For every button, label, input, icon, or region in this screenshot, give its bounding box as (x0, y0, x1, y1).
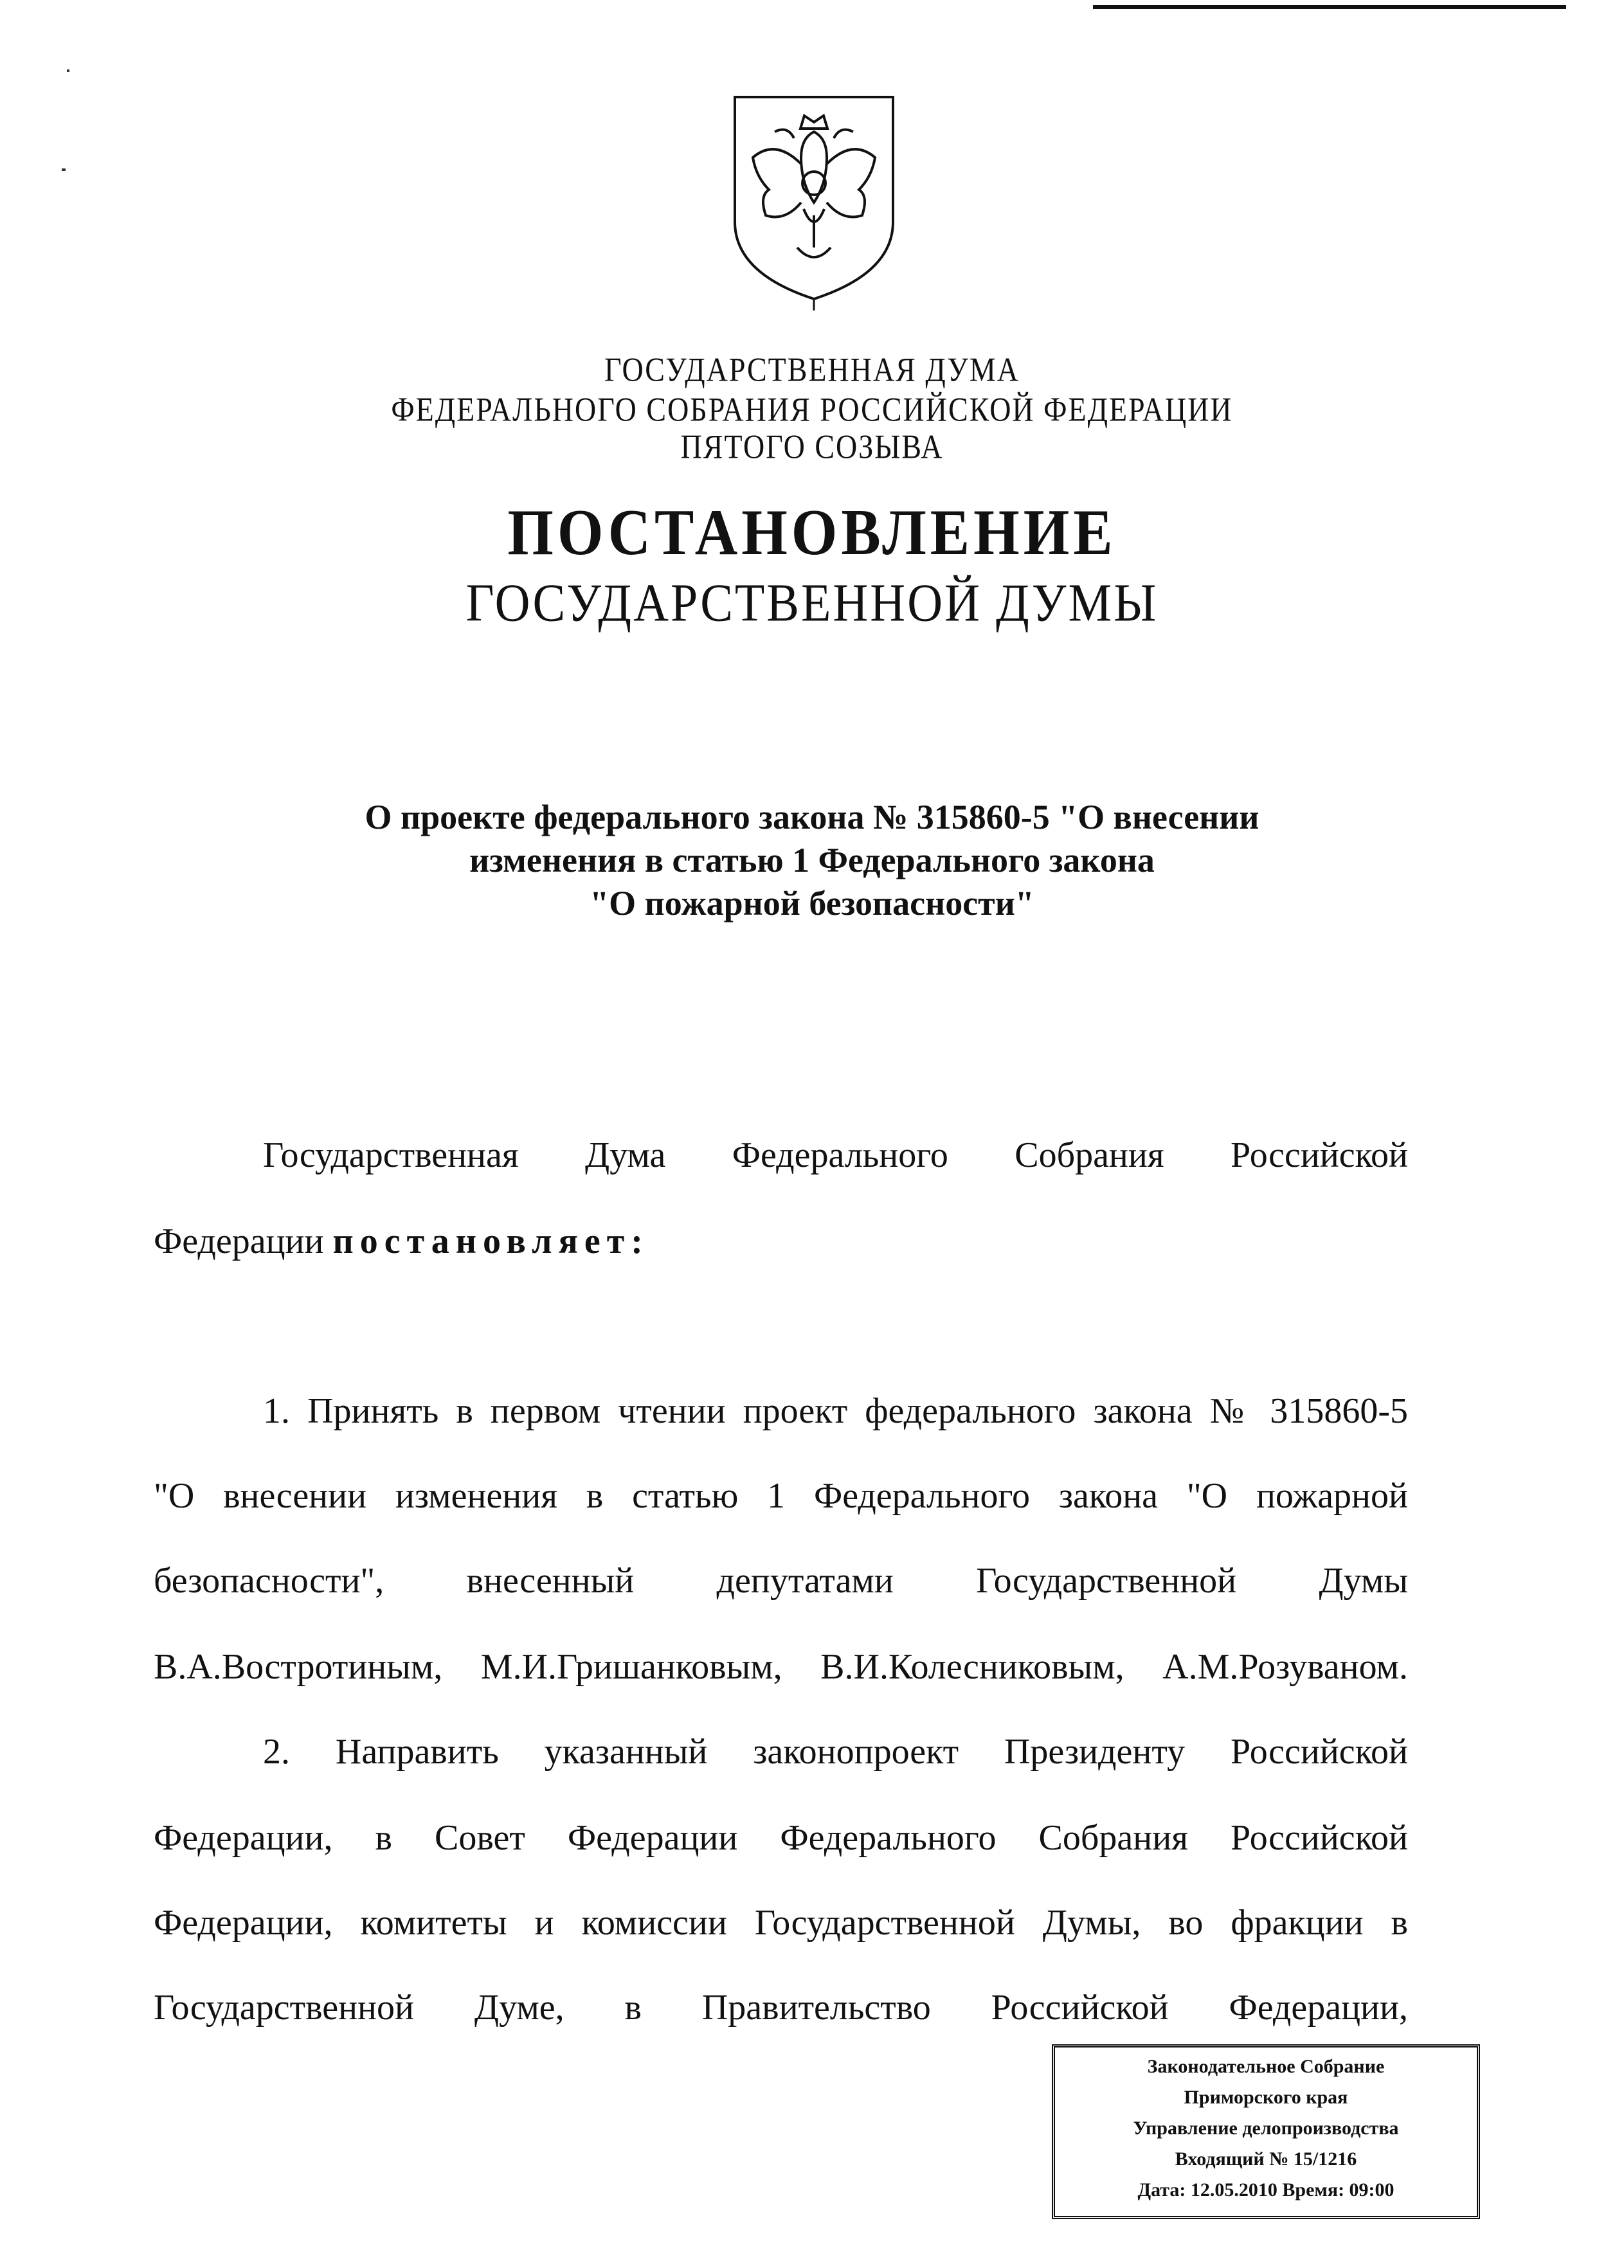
p1-line-2: "О внесении изменения в статью 1 Федерального закона "О пожарной (154, 1476, 1408, 1516)
preamble-verb: постановляет: (332, 1221, 649, 1261)
incoming-registration-stamp (1052, 2044, 1480, 2219)
preamble-line-1: Государственная Дума Федерального Собрания Российской (263, 1135, 1408, 1175)
title-line-3: "О пожарной безопасности" (590, 884, 1034, 923)
document-type: ПОСТАНОВЛЕНИЕ (507, 496, 1117, 569)
p2-line-1: 2. Направить указанный законопроект Президенту Российской (263, 1732, 1408, 1772)
stamp-region: Приморского края (1184, 2087, 1348, 2108)
p1-line-1: 1. Принять в первом чтении проект федерального закона № 315860-5 (263, 1391, 1408, 1431)
preamble-line-2 (154, 1221, 1408, 1262)
preamble-subject: Федерации (154, 1221, 324, 1261)
p1-line-3: безопасности", внесенный депутатами Государственной Думы (154, 1561, 1408, 1601)
header-line-3: ПЯТОГО СОЗЫВА (680, 428, 944, 465)
p1-line-4: В.А.Востротиным, М.И.Гришанковым, В.И.Колесниковым, А.М.Розуваном. (154, 1647, 1408, 1687)
p2-line-2: Федерации, в Совет Федерации Федерального Собрания Российской (154, 1818, 1408, 1858)
stamp-org: Законодательное Собрание (1147, 2056, 1385, 2077)
header-line-2: ФЕДЕРАЛЬНОГО СОБРАНИЯ РОССИЙСКОЙ ФЕДЕРАЦИИ (391, 390, 1233, 428)
top-rule (1093, 5, 1566, 9)
coat-of-arms-emblem (730, 93, 898, 312)
scan-speck (62, 168, 66, 171)
p2-line-4: Государственной Думе, в Правительство Российской Федерации, (154, 1988, 1408, 2028)
stamp-datetime: Дата: 12.05.2010 Время: 09:00 (1137, 2179, 1394, 2200)
title-line-2: изменения в статью 1 Федерального закона (469, 841, 1155, 879)
stamp-incoming-number: Входящий № 15/1216 (1175, 2148, 1357, 2170)
scan-speck (67, 69, 69, 72)
p2-line-3: Федерации, комитеты и комиссии Государственной Думы, во фракции в (154, 1903, 1408, 1943)
header-line-1: ГОСУДАРСТВЕННАЯ ДУМА (604, 350, 1020, 388)
title-line-1: О проекте федерального закона № 315860-5 "О внесении (365, 798, 1259, 836)
document-issuer: ГОСУДАРСТВЕННОЙ ДУМЫ (465, 573, 1159, 633)
stamp-dept: Управление делопроизводства (1133, 2118, 1399, 2139)
